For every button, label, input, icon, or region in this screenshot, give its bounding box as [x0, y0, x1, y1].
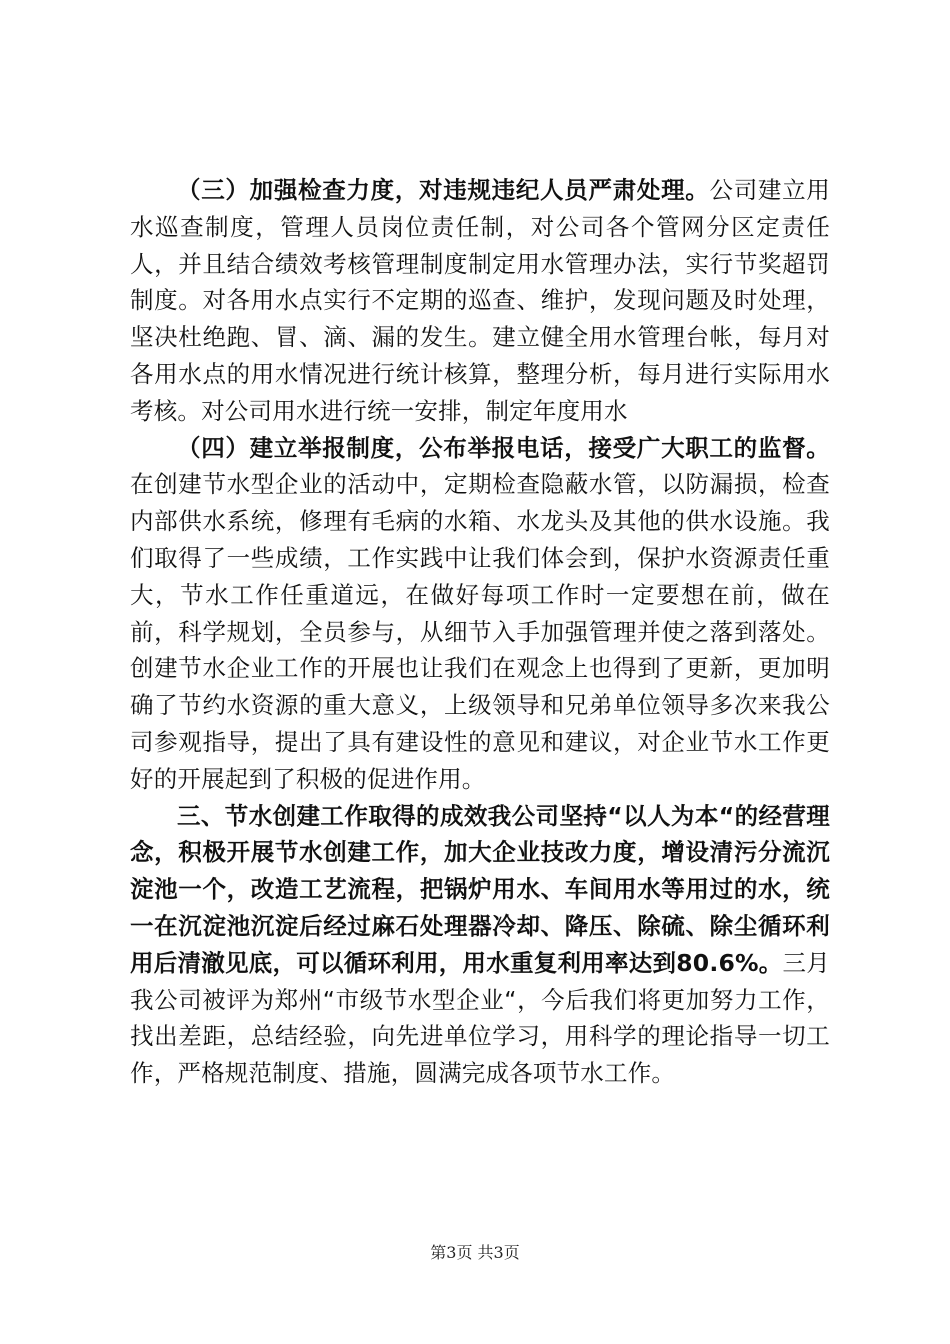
- page-number-footer: 第3页 共3页: [430, 1243, 520, 1262]
- paragraph-inspection: [130, 172, 830, 430]
- paragraph-heading: （三）加强检查力度，对违规违纪人员严肃处理。: [177, 176, 710, 204]
- paragraph-text: 三月我公司被评为郑州“市级节水型企业“，今后我们将更加努力工作，找出差距，总结经验，向先进单位学习，用科学的理论指导一切工作，严格规范制度、措施，圆满完成各项节水工作。: [130, 948, 830, 1088]
- paragraph-heading: （四）建立举报制度，公布举报电话，接受广大职工的监督。: [177, 433, 830, 462]
- document-body: [130, 172, 830, 1092]
- paragraph-text: 在创建节水型企业的活动中，定期检查隐蔽水管，以防漏损，检查内部供水系统，修理有毛病的水箱、水龙头及其他的供水设施。我们取得了一些成绩，工作实践中让我们体会到，保护水资源责任重大，节水工作任重道远，在做好每项工作时一定要想在前，做在前，科学规划，全员参与，从细节入手加强管理并使之落到落处。创建节水企业工作的开展也让我们在观念上也得到了更新，更加明确了节约水资源的重大意义，上级领导和兄弟单位领导多次来我公司参观指导，提出了具有建设性的意见和建议，对企业节水工作更好的开展起到了积极的促进作用。: [130, 470, 830, 793]
- paragraph-reporting: [130, 430, 830, 798]
- paragraph-text: 公司建立用水巡查制度，管理人员岗位责任制，对公司各个管网分区定责任人，并且结合绩效考核管理制度制定用水管理办法，实行节奖超罚制度。对各用水点实行不定期的巡查、维护，发现问题及时处理，坚决杜绝跑、冒、滴、漏的发生。建立健全用水管理台帐，每月对各用水点的用水情况进行统计核算，整理分析，每月进行实际用水考核。对公司用水进行统一安排，制定年度用水: [130, 176, 830, 425]
- paragraph-results: [130, 798, 830, 1092]
- paragraph-heading: 三、节水创建工作取得的成效我公司坚持“以人为本“的经营理念，积极开展节水创建工作，加大企业技改力度，增设清污分流沉淀池一个，改造工艺流程，把锅炉用水、车间用水等用过的水，统一在沉淀池沉淀后经过麻石处理器冷却、降压、除硫、除尘循环利用后清澈见底，可以循环利用，用水重复利用率达到80.6%。: [130, 801, 830, 977]
